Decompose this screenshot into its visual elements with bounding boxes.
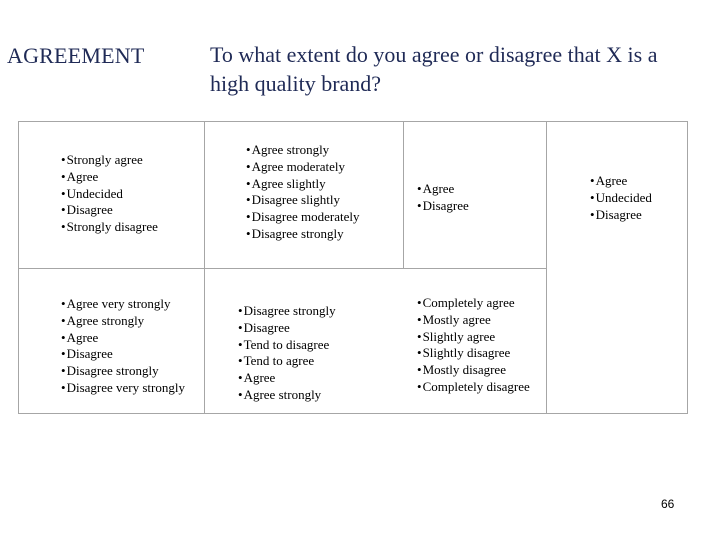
scale-option: • Agree (61, 169, 158, 186)
scale-cell (590, 173, 652, 223)
grid-divider (546, 122, 547, 413)
scale-list (238, 303, 336, 404)
scale-option: • Disagree (590, 207, 652, 224)
scale-option: • Agree strongly (246, 142, 366, 159)
scale-option: • Slightly disagree (417, 345, 530, 362)
scale-options-grid (18, 121, 688, 414)
scale-option: • Disagree strongly (61, 363, 185, 380)
scale-option: • Agree (590, 173, 652, 190)
scale-option: • Mostly disagree (417, 362, 530, 379)
scale-option: • Agree (238, 370, 336, 387)
scale-option: • Undecided (590, 190, 652, 207)
scale-list (590, 173, 652, 223)
scale-option: • Agree (417, 181, 469, 198)
scale-option: • Agree (61, 330, 185, 347)
scale-option: • Agree moderately (246, 159, 366, 176)
scale-option: • Disagree (417, 198, 469, 215)
scale-option: • Tend to disagree (238, 337, 336, 354)
scale-option: • Slightly agree (417, 329, 530, 346)
scale-option: • Completely disagree (417, 379, 530, 396)
scale-option: • Disagree (61, 346, 185, 363)
page-number: 66 (661, 497, 675, 511)
scale-option: • Agree very strongly (61, 296, 185, 313)
scale-cell (61, 152, 158, 236)
scale-list (417, 295, 530, 396)
scale-option: • Agree strongly (61, 313, 185, 330)
survey-question: To what extent do you agree or disagree that X is a high quality brand? (210, 42, 658, 96)
scale-option: • Undecided (61, 186, 158, 203)
scale-option: • Tend to agree (238, 353, 336, 370)
scale-option: • Completely agree (417, 295, 530, 312)
scale-cell (246, 142, 366, 243)
grid-divider (403, 122, 404, 268)
scale-option: • Strongly agree (61, 152, 158, 169)
scale-option: • Disagree moderately (246, 209, 366, 226)
scale-cell (417, 295, 530, 396)
scale-cell (417, 181, 469, 215)
scale-option: • Disagree slightly (246, 192, 366, 209)
scale-list (61, 152, 158, 236)
scale-option: • Disagree (61, 202, 158, 219)
scale-option: • Mostly agree (417, 312, 530, 329)
scale-cell (61, 296, 185, 397)
scale-option: • Agree strongly (238, 387, 336, 404)
scale-option: • Disagree (238, 320, 336, 337)
scale-list (417, 181, 469, 215)
slide-heading: AGREEMENT (7, 43, 145, 68)
grid-divider (19, 268, 546, 269)
scale-option: • Disagree strongly (246, 226, 366, 243)
scale-option: • Disagree very strongly (61, 380, 185, 397)
scale-list (246, 142, 366, 243)
scale-list (61, 296, 185, 397)
scale-option: • Strongly disagree (61, 219, 158, 236)
scale-option: • Disagree strongly (238, 303, 336, 320)
scale-cell (238, 303, 336, 404)
scale-option: • Agree slightly (246, 176, 366, 193)
